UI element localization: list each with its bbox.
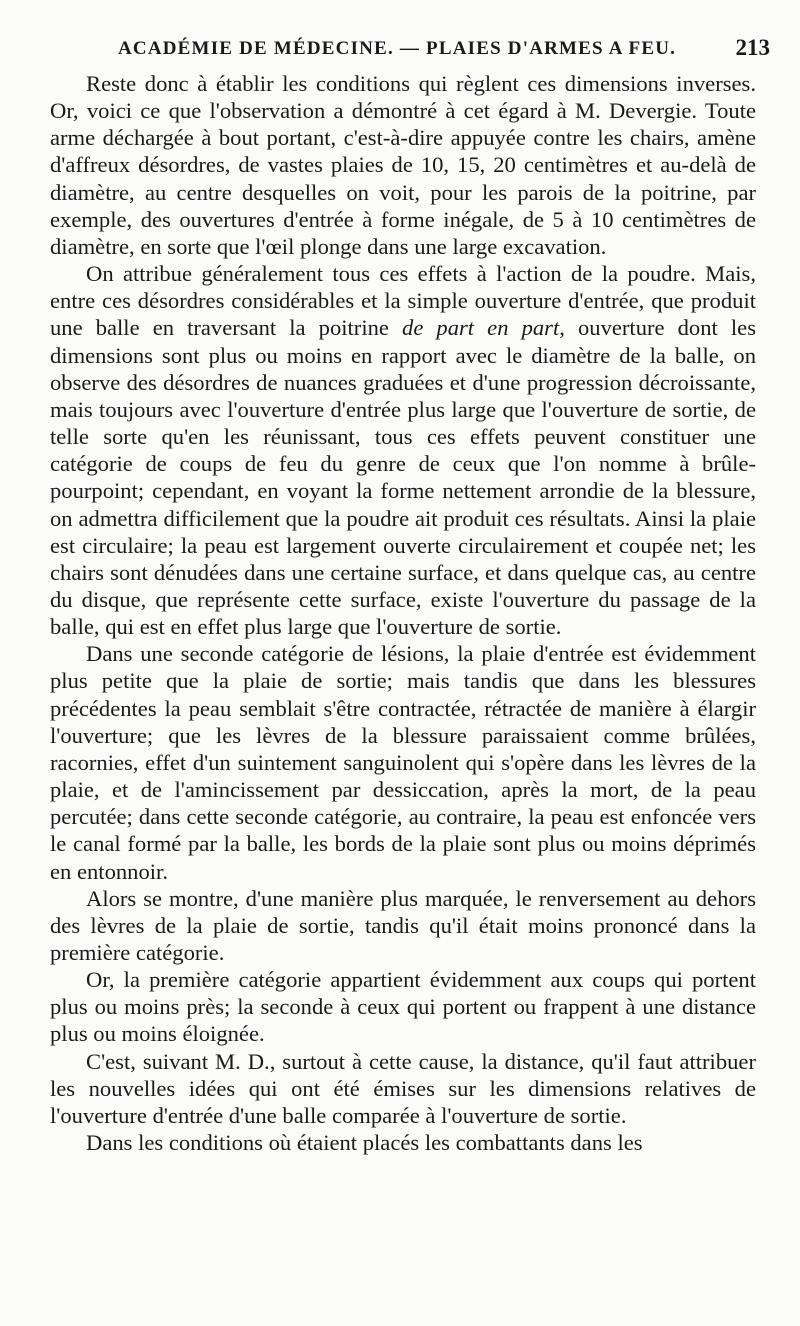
running-header <box>118 35 770 68</box>
page-number: 213 <box>735 35 770 60</box>
paragraph-2-part-2: , ouverture dont les dimensions sont plus ou moins en rapport avec le diamètre de la balle, on observe des désordres de nuances graduées et d'une progression décroissante, mais toujours avec l'ouverture d'entrée plus large que l'ouverture de sortie, de telle sorte qu'en les réunissant, tous ces effets peuvent constituer une catégorie de coups de feu du genre de ceux que l'on nomme à brûle-pourpoint; cependant, en voyant la forme nettement arrondie de la blessure, on admettra difficilement que la poudre ait produit ces résultats. Ainsi la plaie est circulaire; la peau est largement ouverte circulairement et coupée net; les chairs sont dénudées dans une certaine surface, et dans quelque cas, au centre du disque, que représente cette surface, existe l'ouverture du passage de la balle, qui est en effet plus large que l'ouverture de sortie. <box>50 315 756 640</box>
body-text <box>50 70 756 1156</box>
paragraph-1: Reste donc à établir les conditions qui règlent ces dimensions inverses. Or, voici ce que l'observation a démontré à cet égard à M. Devergie. Toute arme déchargée à bout portant, c'est-à-dire appuyée contre les chairs, amène d'affreux désordres, de vastes plaies de 10, 15, 20 centimètres et au-delà de diamètre, au centre desquelles on voit, pour les parois de la poitrine, par exemple, des ouvertures d'entrée à forme inégale, de 5 à 10 centimètres de diamètre, en sorte que l'œil plonge dans une large excavation. <box>50 71 756 259</box>
paragraph-4: Alors se montre, d'une manière plus marquée, le renversement au dehors des lèvres de la plaie de sortie, tandis qu'il était moins prononcé dans la première catégorie. <box>50 885 756 965</box>
paragraph-2-part-1: On attribue généralement tous ces effets à l'action de la poudre. Mais, entre ces désordres considérables et la simple ouverture d'entrée, que produit une balle en traversant la poitrine <box>50 261 756 341</box>
paragraph-2 <box>50 260 756 640</box>
paragraph-5: Or, la première catégorie appartient évidemment aux coups qui portent plus ou moins près; la seconde à ceux qui portent ou frappent à une distance plus ou moins éloignée. <box>50 967 756 1047</box>
paragraph-3: Dans une seconde catégorie de lésions, la plaie d'entrée est évidemment plus petite que la plaie de sortie; mais tandis que dans les blessures précédentes la peau semblait s'être contractée, rétractée de manière à élargir l'ouverture; que les lèvres de la blessure paraissaient comme brûlées, racornies, effet d'un suintement sanguinolent qui s'opère dans les lèvres de la plaie, et de l'amincissement par dessiccation, après la mort, de la peau percutée; dans cette seconde catégorie, au contraire, la peau est enfoncée vers le canal formé par la balle, les bords de la plaie sont plus ou moins déprimés en entonnoir. <box>50 641 756 884</box>
running-header-title: ACADÉMIE DE MÉDECINE. — PLAIES D'ARMES A FEU. <box>118 38 677 59</box>
paragraph-6: C'est, suivant M. D., surtout à cette cause, la distance, qu'il faut attribuer les nouvelles idées qui ont été émises sur les dimensions relatives de l'ouverture d'entrée d'une balle comparée à l'ouverture de sortie. <box>50 1048 756 1128</box>
paragraph-2-italic: de part en part <box>402 315 560 341</box>
paragraph-7: Dans les conditions où étaient placés les combattants dans les <box>86 1130 643 1156</box>
